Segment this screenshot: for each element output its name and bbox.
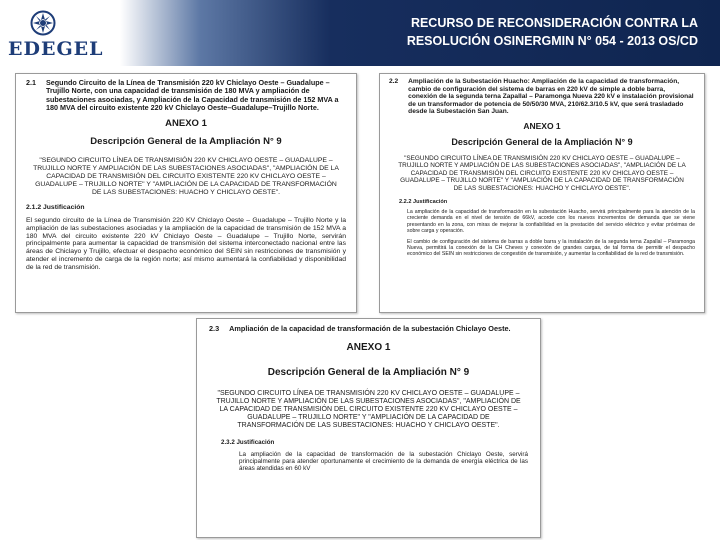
justification-heading: 2.3.2 Justificación: [221, 438, 275, 446]
section-number: 2.2: [389, 78, 399, 85]
section-number: 2.1: [26, 78, 36, 87]
anexo-heading: ANEXO 1: [523, 120, 561, 131]
justification-heading: 2.1.2 Justificación: [26, 203, 85, 211]
section-number: 2.3: [209, 324, 220, 333]
document-scan-2-1: [15, 73, 357, 313]
title-line-2: RESOLUCIÓN OSINERGMIN N° 054 - 2013 OS/CD: [406, 34, 698, 48]
section-heading: [26, 79, 346, 112]
document-scan-2-3: [196, 318, 541, 538]
document-scan-2-2: [379, 73, 705, 313]
description-title: Descripción General de la Ampliación N° 9: [90, 136, 282, 148]
justification-heading: 2.2.2 Justificación: [399, 199, 448, 205]
anexo-heading: ANEXO 1: [165, 118, 207, 130]
page-title: [318, 14, 698, 50]
amplification-quote: "SEGUNDO CIRCUITO LÍNEA DE TRANSMISIÓN 220 KV CHICLAYO OESTE – GUADALUPE –TRUJILLO NORTE Y AMPLIACIÓN DE LAS SUBESTACIONES ASOCIADAS", "AMPLIACIÓN DE LA CAPACIDAD DE TRANSMISIÓN DEL CIRCUITO EXISTENTE 220 KV CHICLAYO OESTE – GUADALUPE – TRUJILLO NORTE" Y "AMPLIACIÓN DE LA CAPACIDAD DE TRANSFORMACIÓN DE LAS SUBESTACIONES: HUACHO Y CHICLAYO OESTE".: [33, 157, 339, 196]
edegel-logo-icon: [30, 10, 56, 36]
justification-text: El segundo circuito de la Línea de Transmisión 220 KV Chiclayo Oeste – Guadalupe – Trujillo Norte y la ampliación de las subestaciones asociadas y la ampliación de la capacidad de transmisión de 152 MVA a 180 MVA del circuito existente 220 kV Chiclayo Oeste – Guadalupe – Trujillo Norte, servirán principalmente para aumentar la capacidad de transmisión del sistema interconectado nacional entre las áreas de Chiclayo y Trujillo, efectuar el despacho económico del SEIN sin restricciones de transmisión y atender el incremento de carga de la región norte; así mismo aumentará la confiabilidad y disponibilidad de la red de transmisión.: [26, 216, 346, 272]
logo-text: EDEGEL: [8, 38, 104, 60]
justification-text: La ampliación de la capacidad de transformación de la subestación Chiclayo Oeste, servirá principalmente para atender oportunamente el crecimiento de la demanda de energía eléctrica de las áreas atendidas en 60 kV: [239, 450, 528, 473]
title-line-1: RECURSO DE RECONSIDERACIÓN CONTRA LA: [410, 16, 698, 30]
justification-text-2: El cambio de configuración del sistema de barras a doble barra y la instalación de la segunda terna Zapallal – Paramonga Nueva, permitirá la conexión de la CH Cheves y conexión de grandes cargas, de tal forma de permitir el despacho económico del SEIN sin restricciones de congestión de transmisión, y aumentar la confiabilidad de la red de transmisión.: [407, 238, 695, 258]
header-bar: [0, 0, 720, 66]
description-title: Descripción General de la Ampliación N° 9: [451, 136, 633, 147]
section-title: Segundo Circuito de la Línea de Transmisión 220 kV Chiclayo Oeste – Guadalupe –Trujillo Norte, con una capacidad de transmisión de 180 MVA y ampliación de subestaciones asociadas, y Ampliación de la Capacidad de transmisión de 152 MVA a 180 MVA del circuito existente 220 kV Chiclayo Oeste–Guadalupe–Trujillo Norte.: [46, 78, 339, 112]
section-title: Ampliación de la capacidad de transformación de la subestación Chiclayo Oeste.: [229, 324, 511, 333]
section-title: Ampliación de la Subestación Huacho: Ampliación de la capacidad de transformación, cambio de configuración del sistema de barras en 220 kV de simple a doble barra, conexión de la segunda terna Zapallal – Paramonga Nueva 220 kV e instalación provisional de un transformador de potencia de 50/50/30 MVA, 210/62.3/10.5 kV, que será trasladado desde la Subestación San Juan.: [408, 78, 694, 116]
justification-text-1: La ampliación de la capacidad de transformación en la subestación Huacho, servirá principalmente para la atención de la creciente demanda en el nivel de tensión de 66kV, acorde con los nuevos incrementos de demanda que se viene presentando en la zona, con miras de mejorar la confiabilidad en la prestación del servicio eléctrico y evitar próximas de sobre carga y operación.: [407, 209, 695, 235]
amplification-quote: "SEGUNDO CIRCUITO LÍNEA DE TRANSMISIÓN 220 KV CHICLAYO OESTE – GUADALUPE –TRUJILLO NORTE Y AMPLIACIÓN DE LAS SUBESTACIONES ASOCIADAS", "AMPLIACIÓN DE LA CAPACIDAD DE TRANSMISIÓN DEL CIRCUITO EXISTENTE 220 KV CHICLAYO OESTE – GUADALUPE – TRUJILLO NORTE" Y "AMPLIACIÓN DE LA CAPACIDAD DE TRANSFORMACIÓN DE LAS SUBESTACIONES: HUACHO Y CHICLAYO OESTE".: [398, 154, 686, 192]
amplification-quote: "SEGUNDO CIRCUITO LÍNEA DE TRANSMISIÓN 220 KV CHICLAYO OESTE – GUADALUPE –TRUJILLO NORTE Y AMPLIACIÓN DE LAS SUBESTACIONES ASOCIADAS", "AMPLIACIÓN DE LA CAPACIDAD DE TRANSMISIÓN DEL CIRCUITO EXISTENTE 220 KV CHICLAYO OESTE – GUADALUPE – TRUJILLO NORTE" Y "AMPLIACIÓN DE LA CAPACIDAD DE TRANSFORMACIÓN DE LAS SUBESTACIONES: HUACHO Y CHICLAYO OESTE".: [216, 389, 521, 430]
anexo-heading: ANEXO 1: [346, 341, 391, 353]
section-heading: [389, 78, 695, 116]
section-heading: [209, 325, 528, 334]
description-title: Descripción General de la Ampliación N° 9: [267, 366, 470, 378]
